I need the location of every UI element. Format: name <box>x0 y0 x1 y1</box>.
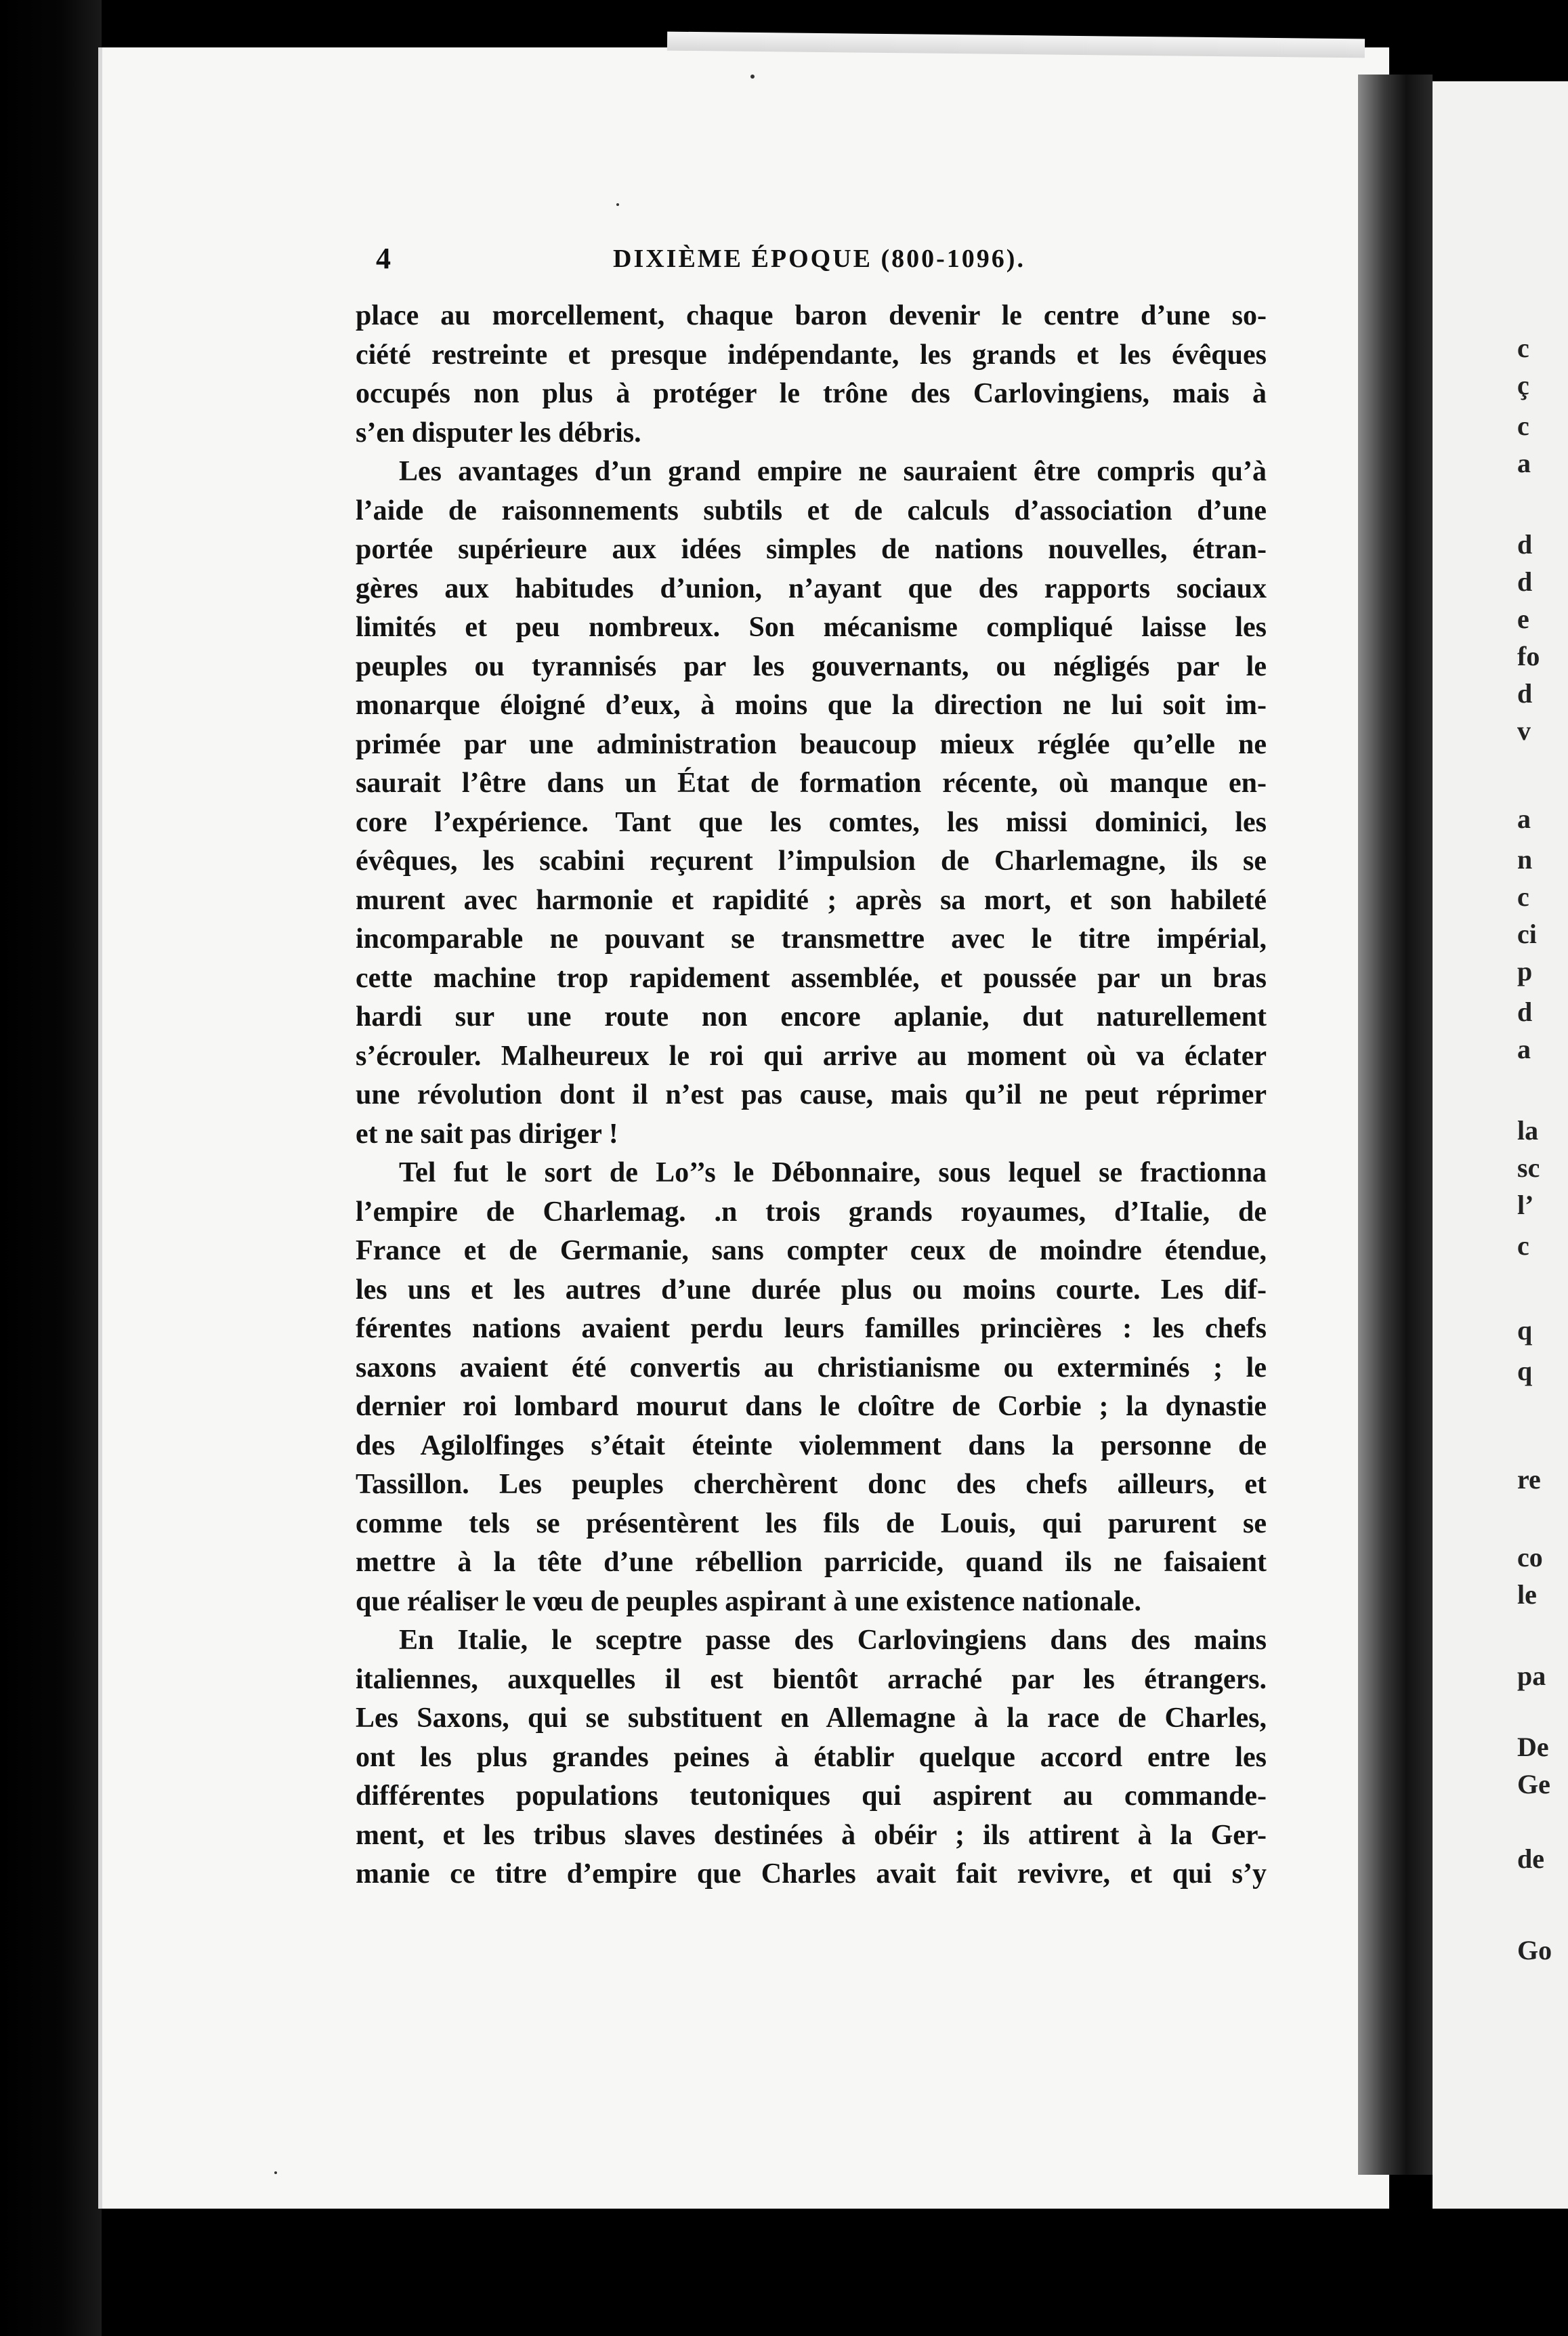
text-line: core l’expérience. Tant que les comtes, les missi dominici, les <box>356 806 1267 838</box>
facing-page-fragment: l’ <box>1517 1190 1534 1220</box>
text-line: que réaliser le vœu de peuples aspirant à une existence nationale. <box>356 1585 1142 1617</box>
text-line: cette machine trop rapidement assemblée, et poussée par un bras <box>356 962 1267 994</box>
text-line: gères aux habitudes d’union, n’ayant que des rapports sociaux <box>356 572 1267 604</box>
facing-page-fragment: c <box>1517 333 1529 363</box>
text-line: occupés non plus à protéger le trône des Carlovingiens, mais à <box>356 378 1267 409</box>
facing-page-fragment: a <box>1517 804 1531 834</box>
facing-page-fragment: De <box>1517 1732 1549 1762</box>
text-line: les uns et les autres d’une durée plus ou moins courte. Les dif- <box>356 1274 1267 1306</box>
facing-page-fragment: q <box>1517 1356 1533 1386</box>
text-line: dernier roi lombard mourut dans le cloître de Corbie ; la dynastie <box>356 1391 1267 1422</box>
text-line: limités et peu nombreux. Son mécanisme compliqué laisse les <box>356 612 1267 643</box>
left-gutter <box>0 0 102 2336</box>
text-line: peuples ou tyrannisés par les gouvernants, ou négligés par le <box>356 650 1267 682</box>
dust-speck <box>274 2171 277 2174</box>
facing-page-fragment: fo <box>1517 641 1540 671</box>
text-line: italiennes, auxquelles il est bientôt arraché par les étrangers. <box>356 1663 1267 1695</box>
text-line: hardi sur une route non encore aplanie, dut naturellement <box>356 1001 1267 1033</box>
facing-page-fragment: e <box>1517 604 1529 634</box>
text-line: saxons avaient été convertis au christianisme ou exterminés ; le <box>356 1352 1267 1383</box>
facing-page-fragment: pa <box>1517 1661 1546 1691</box>
facing-page-fragment: de <box>1517 1843 1544 1874</box>
facing-page-fragment: co <box>1517 1542 1543 1572</box>
text-line: ciété restreinte et presque indépendante, les grands et les évêques <box>356 339 1267 371</box>
text-line: incomparable ne pouvant se transmettre avec le titre impérial, <box>356 923 1267 955</box>
facing-page-fragment: c <box>1517 881 1529 912</box>
facing-page-fragment: la <box>1517 1115 1539 1146</box>
text-line: mettre à la tête d’une rébellion parricide, quand ils ne faisaient <box>356 1547 1267 1578</box>
facing-page-fragment: q <box>1517 1315 1533 1346</box>
text-line: France et de Germanie, sans compter ceux de moindre étendue, <box>356 1235 1267 1266</box>
facing-page-fragment: v <box>1517 715 1531 746</box>
facing-page-fragment: d <box>1517 678 1533 709</box>
facing-page-fragment: Go <box>1517 1935 1552 1965</box>
facing-page-fragment: d <box>1517 997 1533 1027</box>
text-line: férentes nations avaient perdu leurs familles princières : les chefs <box>356 1313 1267 1344</box>
text-line: portée supérieure aux idées simples de nations nouvelles, étran- <box>356 534 1267 565</box>
facing-page-fragment: a <box>1517 1034 1531 1064</box>
text-line: ment, et les tribus slaves destinées à obéir ; ils attirent à la Ger- <box>356 1819 1267 1851</box>
text-line: place au morcellement, chaque baron devenir le centre d’une so- <box>356 300 1267 331</box>
dust-speck <box>750 75 755 79</box>
facing-page-fragment: ci <box>1517 919 1537 949</box>
text-line: murent avec harmonie et rapidité ; après sa mort, et son habileté <box>356 884 1267 916</box>
facing-page-fragment: le <box>1517 1579 1537 1610</box>
facing-page-fragment: n <box>1517 844 1533 875</box>
text-line: Tassillon. Les peuples cherchèrent donc des chefs ailleurs, et <box>356 1469 1267 1500</box>
text-line: ont les plus grandes peines à établir quelque accord entre les <box>356 1741 1267 1773</box>
text-line: Tel fut le sort de Lo’’s le Débonnaire, sous lequel se fractionna <box>399 1157 1267 1188</box>
page-number: 4 <box>376 242 391 275</box>
text-line: et ne sait pas diriger ! <box>356 1118 618 1150</box>
text-line: l’empire de Charlemag. .n trois grands royaumes, d’Italie, de <box>356 1196 1267 1228</box>
facing-page-fragment: c <box>1517 411 1529 441</box>
text-line: évêques, les scabini reçurent l’impulsion de Charlemagne, ils se <box>356 846 1267 877</box>
text-line: primée par une administration beaucoup mieux réglée qu’elle ne <box>356 728 1267 760</box>
facing-page-fragment: Ge <box>1517 1769 1550 1799</box>
facing-page <box>1433 81 1568 2209</box>
running-title: DIXIÈME ÉPOQUE (800-1096). <box>613 245 1025 273</box>
text-line: s’en disputer les débris. <box>356 417 641 449</box>
body-text <box>356 297 1267 1894</box>
facing-page-fragment: a <box>1517 448 1531 478</box>
dust-speck <box>616 203 619 206</box>
facing-page-fragment: d <box>1517 566 1533 597</box>
facing-page-fragment: c <box>1517 1230 1529 1261</box>
text-line: Les avantages d’un grand empire ne sauraient être compris qu’à <box>399 456 1267 487</box>
facing-page-fragment: sc <box>1517 1152 1540 1183</box>
text-line: s’écrouler. Malheureux le roi qui arrive au moment où va éclater <box>356 1040 1267 1072</box>
facing-page-fragment: ç <box>1517 370 1529 400</box>
text-line: comme tels se présentèrent les fils de Louis, qui parurent se <box>356 1507 1267 1539</box>
spine-shadow <box>1358 75 1433 2175</box>
facing-page-fragment: re <box>1517 1464 1541 1495</box>
facing-page-fragment: d <box>1517 529 1533 560</box>
text-line: l’aide de raisonnements subtils et de calculs d’association d’une <box>356 495 1267 526</box>
text-line: monarque éloigné d’eux, à moins que la direction ne lui soit im- <box>356 690 1267 721</box>
text-line: une révolution dont il n’est pas cause, mais qu’il ne peut réprimer <box>356 1079 1267 1110</box>
facing-page-fragment: p <box>1517 956 1533 986</box>
text-line: manie ce titre d’empire que Charles avait fait revivre, et qui s’y <box>356 1858 1267 1890</box>
text-line: des Agilolfinges s’était éteinte violemment dans la personne de <box>356 1430 1267 1461</box>
text-line: En Italie, le sceptre passe des Carlovingiens dans des mains <box>399 1625 1267 1656</box>
running-head <box>376 238 1256 279</box>
text-line: Les Saxons, qui se substituent en Allemagne à la race de Charles, <box>356 1703 1267 1734</box>
text-line: différentes populations teutoniques qui aspirent au commande- <box>356 1780 1267 1812</box>
text-line: saurait l’être dans un État de formation récente, où manque en- <box>356 768 1267 799</box>
